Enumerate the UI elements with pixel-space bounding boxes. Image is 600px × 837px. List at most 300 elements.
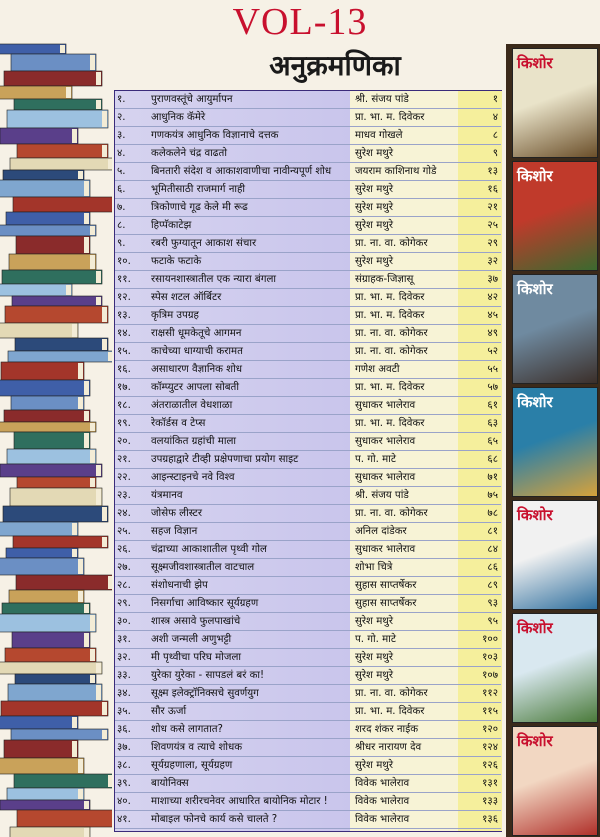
toc-author: प्रा. ना. वा. कोगेकर [355, 238, 428, 249]
book-spine [17, 144, 108, 158]
book-spine [0, 716, 78, 729]
toc-title: युरेका युरेका - सापडलं बरं का! [151, 670, 265, 681]
magazine-cover [512, 161, 598, 271]
toc-row [115, 343, 501, 361]
book-spine [1, 362, 84, 380]
toc-author: सुरेश मथुरे [355, 184, 393, 195]
book-pages [96, 297, 101, 305]
toc-page: ४२ [487, 292, 498, 303]
toc-number: २३. [117, 490, 131, 501]
book-pages [96, 271, 101, 283]
toc-title: बायोनिक्स [151, 778, 189, 789]
toc-number: २. [117, 112, 126, 123]
toc-row [115, 505, 501, 523]
toc-number: १२. [117, 292, 131, 303]
book-pages [72, 523, 77, 535]
toc-page: ५५ [487, 364, 498, 375]
toc-page: १०७ [482, 670, 498, 681]
toc-title: शिवणयंत्र व त्याचे शोधक [151, 742, 243, 753]
book-spine [6, 212, 90, 225]
book-pages [90, 615, 95, 631]
book-spine [7, 788, 84, 800]
book-pages [102, 339, 107, 350]
book-spine [0, 225, 96, 236]
book-spine [13, 536, 108, 548]
toc-page: ९ [492, 148, 498, 159]
toc-page: ७१ [487, 472, 498, 483]
toc-row [115, 775, 501, 793]
book-pages [102, 507, 107, 521]
toc-page: ८१ [487, 526, 498, 537]
toc-page: ३२ [487, 256, 498, 267]
book-spine [3, 506, 108, 522]
toc-row [115, 595, 501, 613]
toc-author: शरद शंकर नाईक [355, 724, 419, 735]
magazine-cover [512, 613, 598, 723]
toc-row [115, 127, 501, 145]
toc-row [115, 163, 501, 181]
book-spine [0, 558, 84, 575]
toc-author: प्रा. भा. म. दिवेकर [355, 112, 425, 123]
toc-number: १६. [117, 364, 131, 375]
toc-author: प्रा. ना. वा. कोगेकर [355, 328, 428, 339]
toc-number: ३१. [117, 634, 131, 645]
toc-page: १२० [482, 724, 498, 735]
toc-number: ३६. [117, 724, 131, 735]
book-spine [0, 522, 78, 536]
toc-author: सुहास साप्तर्षेकर [355, 598, 417, 609]
toc-page: ८ [492, 130, 498, 141]
toc-row [115, 235, 501, 253]
magazine-cover-title: किशोर [517, 54, 553, 72]
book-spine [9, 590, 84, 603]
toc-row [115, 685, 501, 703]
toc-author: प. गो. माटे [355, 454, 396, 465]
toc-title: बिनतारी संदेश व आकाशवाणीचा नावीन्यपूर्ण शोध [151, 166, 332, 177]
book-spine [0, 284, 72, 296]
toc-page: १३३ [482, 796, 498, 807]
book-pages [84, 237, 89, 253]
toc-title: रेकॉर्डस व टेप्स [151, 418, 206, 429]
toc-page: ७५ [487, 490, 498, 501]
book-spine [0, 464, 102, 477]
toc-author: श्री. संजय पांडे [355, 490, 409, 501]
toc-author: प्रा. भा. म. दिवेकर [355, 382, 425, 393]
toc-author: सुरेश मथुरे [355, 202, 393, 213]
book-spine [7, 449, 96, 464]
book-pages [84, 828, 89, 837]
toc-page: ६१ [487, 400, 498, 411]
toc-author: सुधाकर भालेराव [355, 400, 416, 411]
book-pages [96, 72, 101, 85]
toc-row [115, 415, 501, 433]
toc-number: १७. [117, 382, 131, 393]
toc-number: ३. [117, 130, 126, 141]
toc-row [115, 433, 501, 451]
book-pages [96, 465, 101, 476]
toc-number: २२. [117, 472, 131, 483]
toc-number: १९. [117, 418, 131, 429]
toc-title: माशाच्या शरीरचनेवर आधारित बायोनिक मोटार ! [151, 796, 328, 807]
book-spine [0, 614, 96, 632]
toc-number: २९. [117, 598, 131, 609]
book-spine [10, 827, 90, 837]
toc-page: ११५ [482, 706, 498, 717]
magazine-cover-title: किशोर [517, 732, 553, 750]
toc-title: यंत्रमानव [151, 490, 183, 501]
book-pages [72, 129, 77, 143]
toc-title: गणकयंत्र आधुनिक विज्ञानाचे दत्तक [151, 130, 279, 141]
magazine-cover [512, 726, 598, 836]
toc-number: २१. [117, 454, 131, 465]
toc-row [115, 613, 501, 631]
toc-author: सुरेश मथुरे [355, 652, 393, 663]
toc-number: ४. [117, 148, 126, 159]
toc-page: ७८ [487, 508, 498, 519]
toc-number: ३४. [117, 688, 131, 699]
toc-page: ८९ [487, 580, 498, 591]
toc-title: कृत्रिम उपग्रह [151, 310, 199, 321]
toc-author: सुरेश मथुरे [355, 760, 393, 771]
toc-number: १४. [117, 328, 131, 339]
toc-row [115, 289, 501, 307]
toc-number: ३७. [117, 742, 131, 753]
toc-row [115, 361, 501, 379]
toc-row [115, 217, 501, 235]
magazine-cover-title: किशोर [517, 619, 553, 637]
toc-row [115, 451, 501, 469]
book-pages [90, 423, 95, 431]
toc-page: १०३ [482, 652, 498, 663]
book-pages [90, 255, 95, 269]
toc-author: अनिल दांडेकर [355, 526, 407, 537]
book-pages [60, 45, 65, 53]
toc-title: मी पृथ्वीचा परिघ मोजला [151, 652, 242, 663]
toc-page: ४ [492, 112, 498, 123]
magazine-covers-strip [506, 44, 600, 837]
toc-title: स्पेस शटल ऑर्बिटर [151, 292, 222, 303]
toc-author: सुरेश मथुरे [355, 256, 393, 267]
toc-number: २४. [117, 508, 131, 519]
book-spine [5, 306, 108, 323]
book-pages [102, 702, 107, 715]
book-pages [90, 55, 95, 70]
toc-title: कॉम्प्युटर आपला सोबती [151, 382, 239, 393]
book-spine [16, 236, 90, 254]
book-pages [78, 363, 83, 379]
toc-row [115, 739, 501, 757]
toc-author: प्रा. भा. म. दिवेकर [355, 310, 425, 321]
toc-author: सुधाकर भालेराव [355, 436, 416, 447]
toc-number: २५. [117, 526, 131, 537]
book-spine [4, 410, 90, 422]
toc-row [115, 181, 501, 199]
book-pages [102, 537, 107, 547]
toc-page: ५७ [487, 382, 498, 393]
magazine-cover [512, 48, 598, 158]
book-spine [14, 99, 102, 110]
book-spine [0, 380, 90, 396]
book-pages [84, 213, 89, 224]
toc-row [115, 271, 501, 289]
book-spine [17, 810, 112, 827]
toc-row [115, 523, 501, 541]
book-pages [90, 450, 95, 463]
toc-row [115, 397, 501, 415]
book-stack-illustration [0, 40, 112, 837]
toc-title: असाधारण वैज्ञानिक शोध [151, 364, 243, 375]
toc-author: गणेश अवटी [355, 364, 400, 375]
book-spine [3, 170, 84, 180]
book-pages [84, 381, 89, 395]
toc-page: ४९ [487, 328, 498, 339]
toc-author: माधव गोखले [355, 130, 403, 141]
toc-number: १५. [117, 346, 131, 357]
book-spine [15, 674, 96, 684]
toc-page: ९३ [487, 598, 498, 609]
book-spine [5, 648, 96, 662]
book-spine [2, 603, 90, 614]
toc-author: जयराम काशिनाथ गोडे [355, 166, 437, 177]
toc-page: १३१ [482, 778, 498, 789]
book-pages [78, 397, 83, 409]
magazine-cover [512, 500, 598, 610]
toc-title: सहज विज्ञान [151, 526, 198, 537]
toc-title: अंतराळातील वेधशाळा [151, 400, 233, 411]
toc-author: श्रीधर नारायण देव [355, 742, 422, 753]
toc-page: ८६ [487, 562, 498, 573]
toc-row [115, 487, 501, 505]
toc-author: विवेक भालेराव [355, 796, 410, 807]
book-pages [96, 489, 101, 505]
toc-page: १ [492, 94, 498, 105]
toc-page: १२४ [482, 742, 498, 753]
toc-number: ३५. [117, 706, 131, 717]
book-pages [102, 111, 107, 127]
toc-title: रबरी फुग्यातून आकाश संचार [151, 238, 257, 249]
toc-table [114, 90, 502, 832]
book-pages [108, 576, 112, 589]
toc-page: १०० [482, 634, 498, 645]
book-spine [4, 71, 102, 86]
toc-title: चंद्राच्या आकाशातील पृथ्वी गोल [151, 544, 267, 555]
toc-row [115, 703, 501, 721]
toc-title: पुराणवस्तूंचे आयुर्मापन [151, 94, 233, 105]
toc-title: निसर्गाचा आविष्कार सूर्यग्रहण [151, 598, 259, 609]
toc-number: ३२. [117, 652, 131, 663]
toc-title: कलेकलेने चंद्र वाढतो [151, 148, 227, 159]
toc-number: ७. [117, 202, 126, 213]
toc-row [115, 253, 501, 271]
toc-number: ११. [117, 274, 131, 285]
toc-row [115, 721, 501, 739]
book-spine [0, 800, 90, 810]
book-spine [6, 548, 78, 558]
book-pages [108, 775, 112, 787]
book-spine [0, 44, 66, 54]
book-spine [12, 296, 102, 306]
toc-row [115, 91, 501, 109]
book-pages [96, 100, 101, 109]
book-pages [72, 717, 77, 728]
toc-author: प्रा. ना. वा. कोगेकर [355, 346, 428, 357]
toc-number: ४०. [117, 796, 131, 807]
toc-row [115, 631, 501, 649]
toc-number: ६. [117, 184, 126, 195]
toc-row [115, 793, 501, 811]
toc-page: ६५ [487, 436, 498, 447]
toc-author: प्रा. भा. म. दिवेकर [355, 418, 425, 429]
toc-page: ६३ [487, 418, 498, 429]
toc-title: आधुनिक कॅमेरे [151, 112, 206, 123]
toc-author: सुधाकर भालेराव [355, 472, 416, 483]
toc-title: आइन्स्टाइनचे नवे विश्व [151, 472, 235, 483]
toc-page: २५ [487, 220, 498, 231]
toc-author: सुरेश मथुरे [355, 220, 393, 231]
magazine-cover-title: किशोर [517, 506, 553, 524]
book-pages [72, 324, 77, 337]
book-pages [72, 741, 77, 757]
toc-author: शोभा चित्रे [355, 562, 393, 573]
magazine-cover-title: किशोर [517, 393, 553, 411]
toc-row [115, 307, 501, 325]
book-pages [66, 87, 71, 98]
toc-author: प्रा. भा. म. दिवेकर [355, 706, 425, 717]
toc-page: ८४ [487, 544, 498, 555]
toc-title: शास्त्र असावे फुलपाखांचे [151, 616, 241, 627]
book-spine [13, 197, 112, 212]
toc-number: २६. [117, 544, 131, 555]
toc-row [115, 811, 501, 829]
toc-page: ६८ [487, 454, 498, 465]
toc-number: ३०. [117, 616, 131, 627]
toc-row [115, 649, 501, 667]
book-spine [0, 180, 90, 197]
toc-author: प्रा. ना. वा. कोगेकर [355, 508, 428, 519]
book-pages [84, 411, 89, 421]
book-pages [102, 145, 107, 157]
book-pages [84, 801, 89, 809]
toc-row [115, 559, 501, 577]
toc-title: भूमितीसाठी राजमार्ग नाही [151, 184, 246, 195]
toc-title: रसायनशास्त्रातील एक न्यारा बंगला [151, 274, 277, 285]
toc-author: विवेक भालेराव [355, 778, 410, 789]
book-spine [0, 758, 84, 774]
book-spine [15, 338, 108, 351]
toc-number: ५. [117, 166, 126, 177]
toc-page: २९ [487, 238, 498, 249]
toc-title: फटाके फटाके [151, 256, 202, 267]
toc-number: १८. [117, 400, 131, 411]
toc-author: प्रा. ना. वा. कोगेकर [355, 688, 428, 699]
book-spine [1, 701, 108, 716]
toc-author: सुरेश मथुरे [355, 616, 393, 627]
toc-row [115, 757, 501, 775]
book-pages [78, 591, 83, 602]
toc-title: त्रिकोणाचे गूढ केले मी रूढ [151, 202, 248, 213]
toc-number: १. [117, 94, 126, 105]
toc-page: १३६ [482, 814, 498, 825]
book-pages [66, 285, 71, 295]
book-spine [0, 662, 102, 674]
magazine-cover-title: किशोर [517, 167, 553, 185]
book-spine [16, 575, 112, 590]
book-pages [78, 171, 83, 179]
toc-row [115, 577, 501, 595]
magazine-cover [512, 274, 598, 384]
book-spine [4, 740, 78, 758]
book-spine [14, 774, 112, 788]
book-spine [10, 488, 102, 506]
page-title: अनुक्रमणिका [269, 49, 401, 82]
toc-title: मोबाइल फोनचे कार्य कसे चालते ? [151, 814, 278, 825]
toc-page: १२६ [482, 760, 498, 771]
book-spine [0, 323, 78, 338]
book-spine [0, 128, 78, 144]
toc-author: सुहास साप्तर्षेकर [355, 580, 417, 591]
book-pages [90, 649, 95, 661]
toc-title: संशोधनाची झेप [151, 580, 208, 591]
toc-row [115, 667, 501, 685]
book-spine [2, 270, 102, 284]
toc-number: ३९. [117, 778, 131, 789]
toc-number: १०. [117, 256, 131, 267]
toc-author: प्रा. भा. म. दिवेकर [355, 292, 425, 303]
book-spine [11, 729, 108, 740]
toc-title: सूक्ष्म इलेक्ट्रॉनिक्सचे सुवर्णयुग [151, 688, 259, 699]
toc-title: राक्षसी धूमकेतूचे आगमन [151, 328, 242, 339]
toc-row [115, 379, 501, 397]
toc-title: शोध कसे लागतात? [151, 724, 223, 735]
book-pages [84, 433, 89, 448]
toc-row [115, 541, 501, 559]
book-spine [0, 86, 72, 99]
toc-page: २१ [487, 202, 498, 213]
book-pages [90, 675, 95, 683]
toc-page: ५२ [487, 346, 498, 357]
toc-number: ४१. [117, 814, 131, 825]
toc-row [115, 199, 501, 217]
book-pages [96, 663, 101, 673]
magazine-cover-title: किशोर [517, 280, 553, 298]
book-spine [12, 632, 90, 648]
book-pages [96, 685, 101, 700]
toc-title: सूक्ष्मजीवशास्त्रातील वाटचाल [151, 562, 255, 573]
toc-row [115, 109, 501, 127]
toc-number: ८. [117, 220, 126, 231]
book-spine [8, 684, 102, 701]
book-spine [8, 351, 112, 362]
book-pages [102, 730, 107, 739]
book-pages [84, 633, 89, 647]
toc-title: जोसेफ लीस्टर [151, 508, 202, 519]
toc-number: २०. [117, 436, 131, 447]
book-spine [10, 158, 112, 170]
book-pages [90, 478, 95, 487]
toc-author: सुधाकर भालेराव [355, 544, 416, 555]
toc-title: वलयांकित ग्रहांची माला [151, 436, 237, 447]
toc-author: सुरेश मथुरे [355, 148, 393, 159]
toc-row [115, 325, 501, 343]
book-spine [9, 254, 96, 270]
toc-row [115, 145, 501, 163]
toc-page: ९५ [487, 616, 498, 627]
toc-author: विवेक भालेराव [355, 814, 410, 825]
book-pages [84, 181, 89, 196]
toc-page: १६ [487, 184, 498, 195]
book-spine [17, 477, 96, 488]
book-pages [78, 759, 83, 773]
